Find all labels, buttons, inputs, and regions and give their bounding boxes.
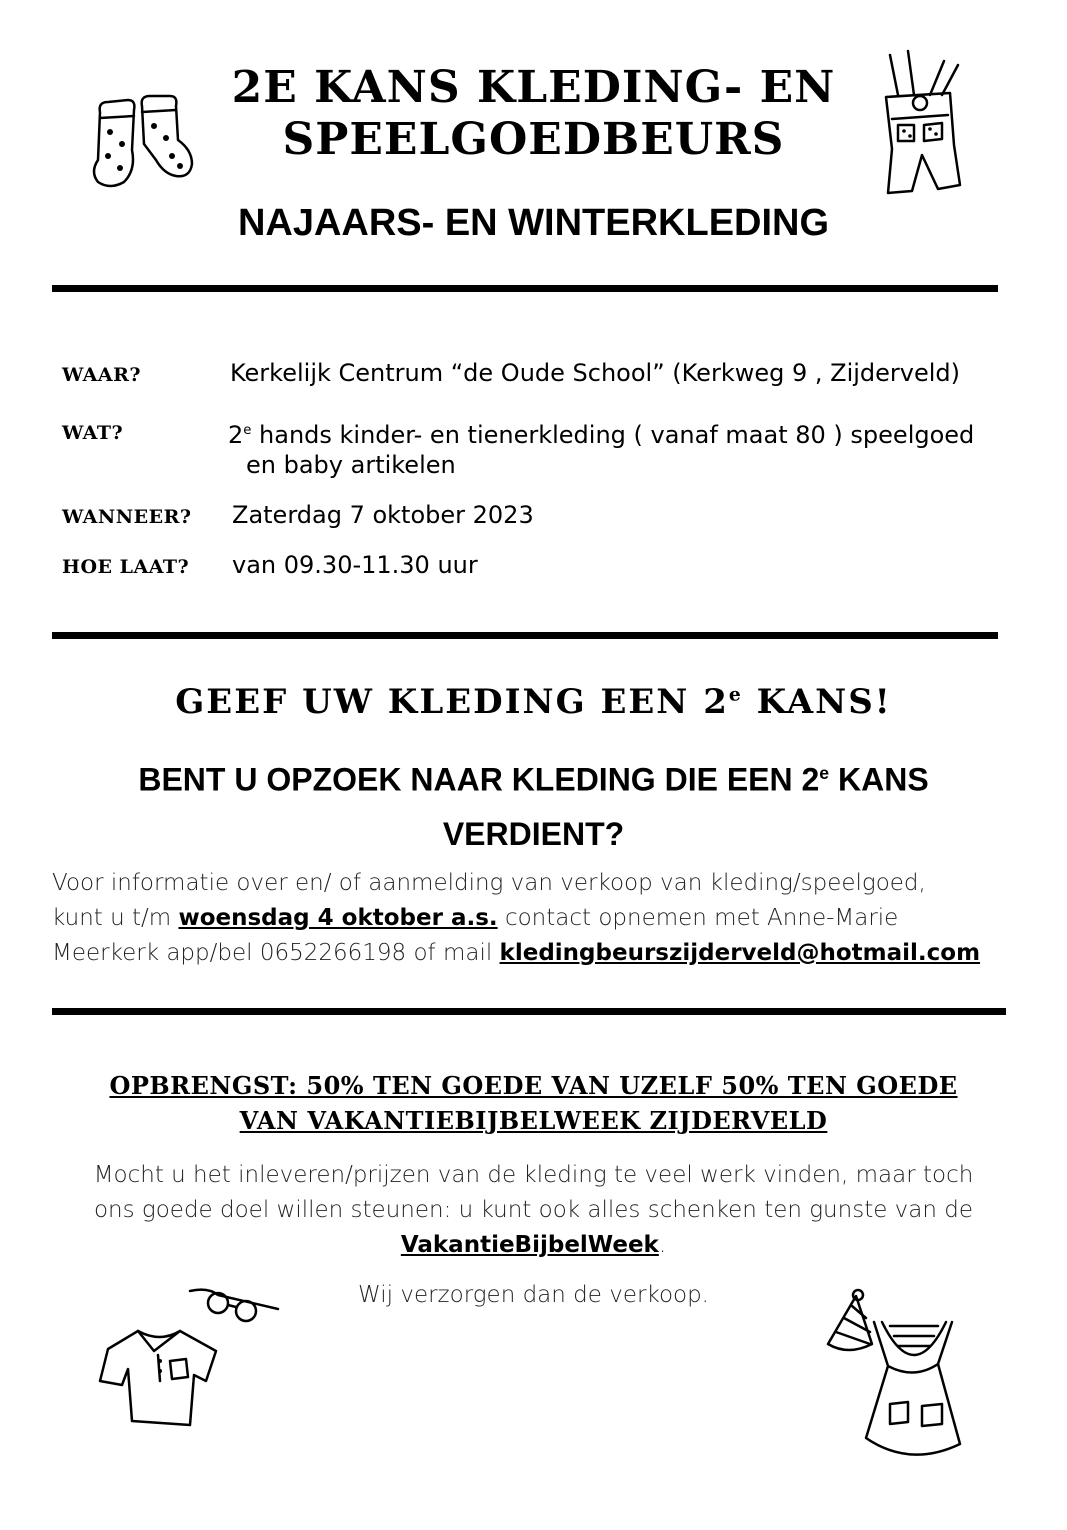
promo-text-part: contact opnemen met Anne-Marie <box>497 905 899 931</box>
promo-text-line1: Voor informatie over en/ of aanmelding van verkoop van kleding/speelgoed, <box>52 870 926 896</box>
wat-value-line1: hands kinder- en tienerkleding ( vanaf maat 80 ) speelgoed <box>251 421 975 449</box>
wat-value-line2: en baby artikelen <box>246 451 456 479</box>
email-link[interactable]: kledingbeurszijderveld@hotmail.com <box>499 940 981 966</box>
promo-text-part: Meerkerk app/bel 0652266198 of mail <box>52 940 500 966</box>
hoelaat-label: HOE LAAT? <box>62 556 190 578</box>
opbrengst-text <box>40 1158 1027 1263</box>
opbrengst-text-line2: ons goede doel willen steunen: u kunt ook alles schenken ten gunste van de <box>93 1197 974 1223</box>
divider <box>52 1008 1006 1015</box>
opbrengst-heading <box>40 1068 1027 1138</box>
vakantiebijbelweek-link[interactable]: VakantieBijbelWeek <box>400 1232 659 1258</box>
opbrengst-text-end: . <box>658 1232 667 1258</box>
promo-text-part: kunt u t/m <box>52 905 179 931</box>
promo-question <box>60 746 1007 861</box>
wanneer-label: WANNEER? <box>62 506 192 528</box>
wat-value-sup: e <box>243 423 252 438</box>
wanneer-value: Zaterdag 7 oktober 2023 <box>232 501 534 529</box>
promo-question-sup: e <box>819 763 830 783</box>
hoelaat-value: van 09.30-11.30 uur <box>232 551 478 579</box>
promo-text-line3 <box>52 936 1022 971</box>
promo-heading <box>40 682 1027 722</box>
promo-question-part1: BENT U OPZOEK NAAR KLEDING DIE EEN 2 <box>138 761 820 798</box>
promo-heading-sup: e <box>728 683 743 706</box>
promo-text-line2 <box>52 901 1022 936</box>
opbrengst-text-line3 <box>40 1228 1027 1263</box>
closing-text: Wij verzorgen dan de verkoop. <box>358 1282 709 1308</box>
promo-question-line2: VERDIENT? <box>442 815 625 852</box>
divider <box>52 632 998 639</box>
promo-text <box>52 866 1022 971</box>
opbrengst-heading-line2: VAN VAKANTIEBIJBELWEEK ZIJDERVELD <box>239 1106 828 1135</box>
promo-question-part2: KANS <box>829 761 929 798</box>
deadline-date: woensdag 4 oktober a.s. <box>178 905 498 931</box>
overalls-icon <box>858 45 968 195</box>
wat-value <box>228 414 974 452</box>
socks-icon <box>80 90 210 200</box>
title-line-1: 2E KANS KLEDING- EN <box>231 62 836 113</box>
wat-value-prefix: 2 <box>228 421 244 449</box>
title-line-2: SPEELGOEDBEURS <box>282 114 785 165</box>
page-title <box>200 62 867 166</box>
promo-heading-part2: KANS! <box>742 682 892 722</box>
waar-value: Kerkelijk Centrum “de Oude School” (Kerkweg 9 , Zijderveld) <box>230 359 961 387</box>
opbrengst-text-line1: Mocht u het inleveren/prijzen van de kleding te veel werk vinden, maar toch <box>93 1162 974 1188</box>
divider <box>52 285 998 292</box>
dress-icon <box>860 1318 970 1478</box>
opbrengst-heading-line1: OPBRENGST: 50% TEN GOEDE VAN UZELF 50% TEN GOEDE <box>109 1071 958 1100</box>
waar-label: WAAR? <box>62 364 142 386</box>
shirt-icon <box>98 1325 228 1435</box>
page-subtitle: NAJAARS- EN WINTERKLEDING <box>237 202 830 244</box>
promo-heading-part1: GEEF UW KLEDING EEN 2 <box>175 682 729 722</box>
promo-question-line1 <box>60 746 1007 807</box>
wat-label: WAT? <box>62 422 124 444</box>
